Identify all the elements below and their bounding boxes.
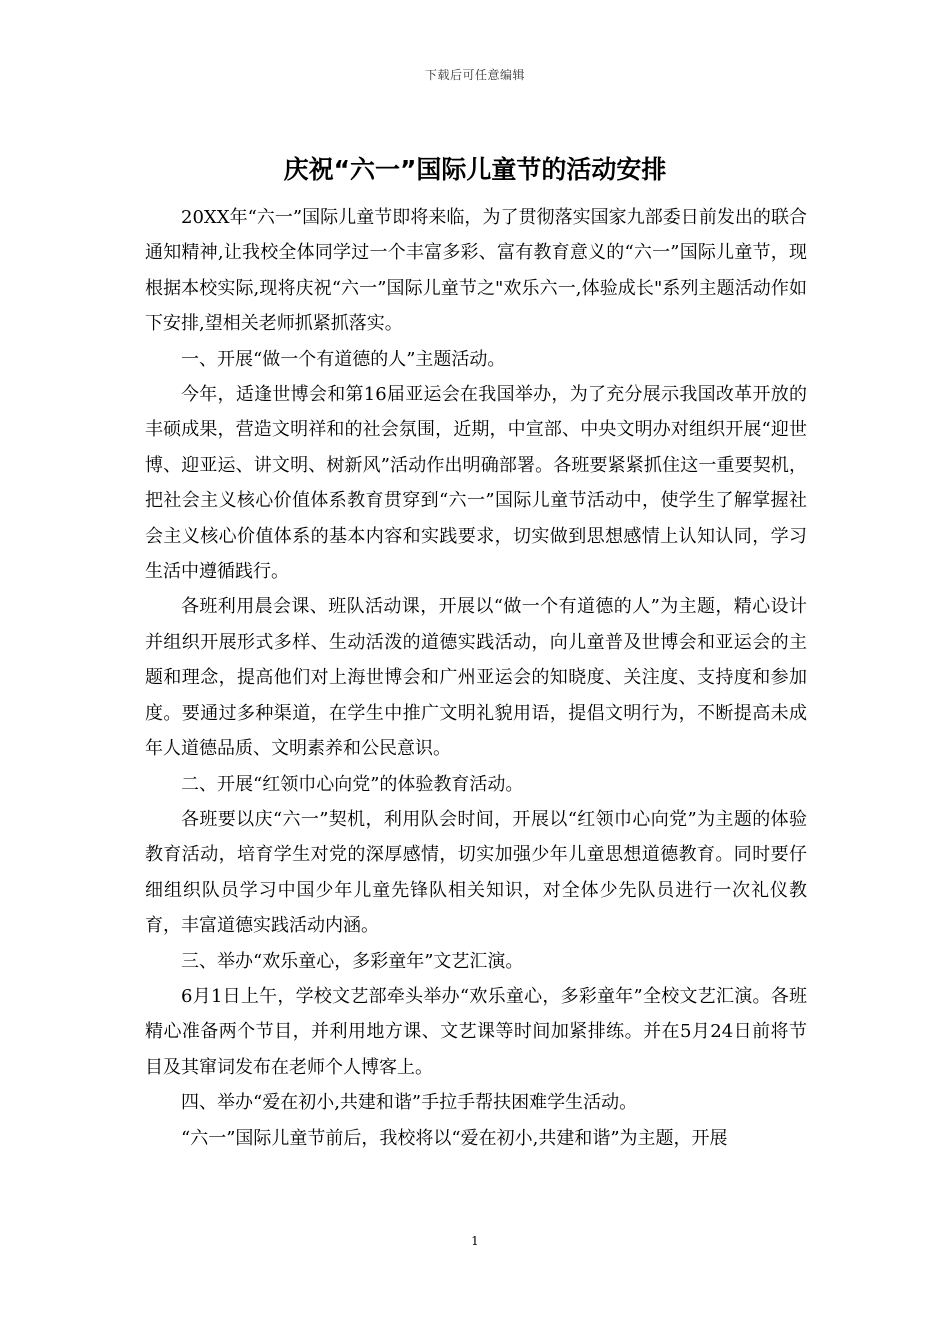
section-heading-3: 三、举办“欢乐童心，多彩童年”文艺汇演。 <box>181 950 524 972</box>
paragraph-intro: 20XX年“六一”国际儿童节即将来临，为了贯彻落实国家九部委日前发出的联合通知精神,让我校全体同学过一个丰富多彩、富有教育意义的“六一”国际儿童节，现根据本校实际,现将庆祝“六一”国际儿童节之"欢乐六一,体验成长"系列主题活动作如下安排,望相关老师抓紧抓落实。 <box>145 207 807 335</box>
paragraph: 各班利用晨会课、班队活动课，开展以“做一个有道德的人”为主题，精心设计并组织开展形式多样、生动活泼的道德实践活动，向儿童普及世博会和亚运会的主题和理念，提高他们对上海世博会和广州亚运会的知晓度、关注度、支持度和参加度。要通过多种渠道，在学生中推广文明礼貌用语，提倡文明行为，不断提高未成年人道德品质、文明素养和公民意识。 <box>145 596 807 760</box>
paragraph: “六一”国际儿童节前后，我校将以“爱在初小,共建和谐”为主题，开展 <box>181 1127 728 1149</box>
paragraph: 6月1日上午，学校文艺部牵头举办“欢乐童心，多彩童年”全校文艺汇演。各班精心准备两个节目，并利用地方课、文艺课等时间加紧排练。并在5月24日前将节目及其窜词发布在老师个人博客上。 <box>145 985 807 1078</box>
paragraph: 各班要以庆“六一”契机，利用队会时间，开展以“红领巾心向党”为主题的体验教育活动，培育学生对党的深厚感情，切实加强少年儿童思想道德教育。同时要仔细组织队员学习中国少年儿童先锋队相关知识，对全体少先队员进行一次礼仪教育，丰富道德实践活动内涵。 <box>145 808 807 937</box>
section-heading-4: 四、举办“爱在初小,共建和谐”手拉手帮扶困难学生活动。 <box>181 1092 638 1114</box>
document-title: 庆祝“六一”国际儿童节的活动安排 <box>283 155 667 184</box>
document-body <box>145 200 807 1156</box>
header-note: 下载后可任意编辑 <box>424 68 525 82</box>
section-heading-1: 一、开展“做一个有道德的人”主题活动。 <box>181 348 506 370</box>
paragraph: 今年，适逢世博会和第16届亚运会在我国举办，为了充分展示我国改革开放的丰硕成果，营造文明祥和的社会氛围，近期，中宣部、中央文明办对组织开展“迎世博、迎亚运、讲文明、树新风”活动作出明确部署。各班要紧紧抓住这一重要契机，把社会主义核心价值体系教育贯穿到“六一”国际儿童节活动中，使学生了解掌握社会主义核心价值体系的基本内容和实践要求，切实做到思想感情上认知认同，学习生活中遵循践行。 <box>145 384 807 583</box>
page-number: 1 <box>471 1234 479 1248</box>
section-heading-2: 二、开展“红领巾心向党”的体验教育活动。 <box>181 773 524 795</box>
